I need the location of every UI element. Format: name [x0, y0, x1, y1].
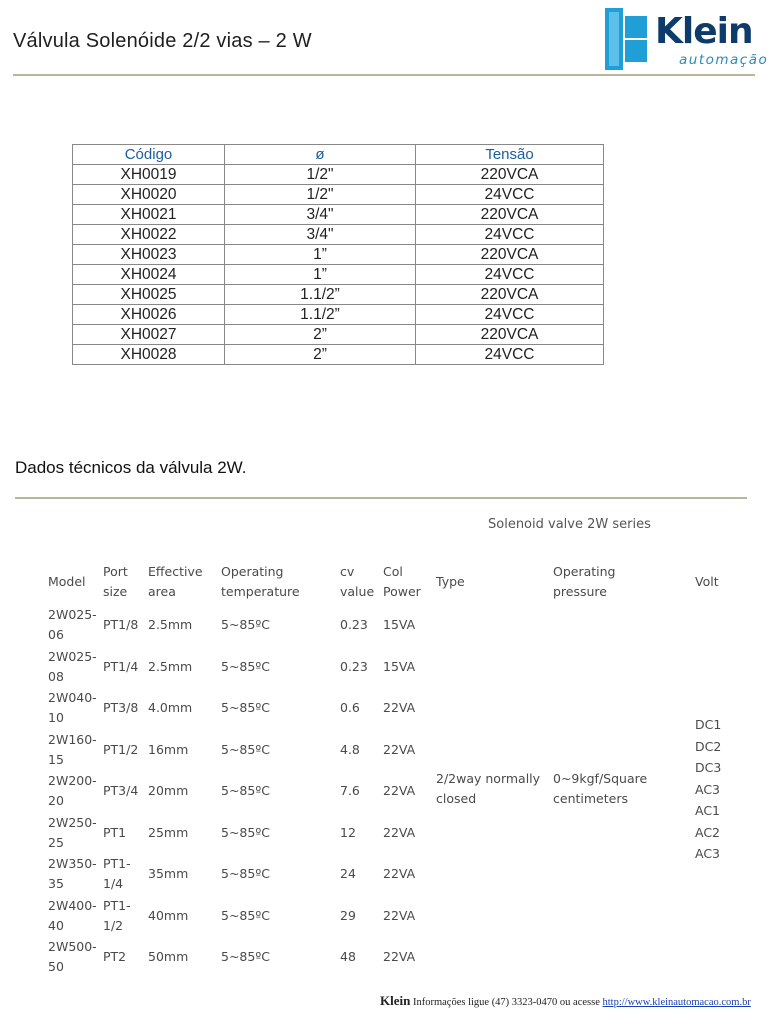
effective-area-cell-text: 2.5mm — [148, 617, 193, 632]
code-cell: XH0028 — [73, 345, 225, 365]
effective-area-cell-text: 35mm — [148, 866, 189, 881]
cv-value-cell — [340, 812, 356, 854]
table-row — [73, 345, 604, 365]
effective-area-cell-text: 2.5mm — [148, 658, 193, 674]
cv-value-cell — [340, 895, 356, 937]
header-port-size-line2: size — [103, 584, 128, 599]
port-size-cell — [103, 646, 138, 688]
diameter-cell: 1.1/2” — [225, 285, 416, 305]
temperature-cell — [221, 895, 270, 937]
port-size-cell — [103, 770, 138, 812]
voltage-cell: 24VCC — [416, 345, 604, 365]
port-size-cell — [103, 604, 138, 646]
pressure-line2: centimeters — [553, 791, 628, 806]
coil-power-cell-text: 22VA — [383, 866, 416, 881]
port-size-cell-line: PT3/4 — [103, 783, 139, 798]
volt-item: AC3 — [695, 846, 721, 861]
header-model: Model — [48, 574, 86, 589]
model-cell-line: 06 — [48, 627, 64, 642]
spec-table-row — [48, 687, 728, 729]
header-effective-area-line1: Effective — [148, 564, 203, 579]
table-row — [73, 205, 604, 225]
coil-power-cell — [383, 729, 415, 771]
port-size-cell-line: PT2 — [103, 949, 127, 964]
model-cell — [48, 770, 97, 812]
temperature-cell — [221, 812, 270, 854]
voltage-cell: 220VCA — [416, 165, 604, 185]
volt-item: DC1 — [695, 717, 722, 732]
model-cell-line: 20 — [48, 793, 64, 808]
page-title: Válvula Solenóide 2/2 vias – 2 W — [13, 30, 312, 52]
diameter-cell: 1” — [225, 265, 416, 285]
model-cell — [48, 936, 97, 978]
column-header-tensao: Tensão — [416, 145, 604, 165]
type-line1: 2/2way normally — [436, 771, 541, 786]
spec-table — [48, 562, 728, 982]
header-pressure-line1: Operating — [553, 564, 616, 579]
temperature-cell — [221, 646, 270, 688]
header-coil-power — [383, 562, 421, 602]
effective-area-cell — [148, 853, 188, 895]
cv-value-cell — [340, 936, 356, 978]
port-size-cell — [103, 729, 138, 771]
port-size-cell-line: PT1/2 — [103, 741, 139, 757]
cv-value-cell — [340, 646, 368, 688]
effective-area-cell — [148, 687, 192, 729]
merged-type-cell — [436, 769, 540, 809]
table-header-row — [73, 145, 604, 165]
section-heading: Dados técnicos da válvula 2W. — [15, 458, 247, 477]
temperature-cell — [221, 770, 270, 812]
model-cell — [48, 646, 97, 688]
port-size-cell — [103, 687, 138, 729]
effective-area-cell-text: 40mm — [148, 907, 189, 923]
header-effective-area — [148, 562, 203, 602]
code-cell: XH0020 — [73, 185, 225, 205]
spec-table-row — [48, 729, 728, 771]
effective-area-cell — [148, 936, 188, 978]
merged-volt-cell — [695, 714, 721, 865]
spec-table-row — [48, 853, 728, 895]
port-size-cell — [103, 853, 131, 895]
table-row — [73, 225, 604, 245]
klein-logo-mark-icon — [603, 8, 653, 70]
port-size-cell — [103, 936, 126, 978]
model-cell-line: 15 — [48, 751, 64, 767]
coil-power-cell — [383, 936, 415, 978]
temperature-cell — [221, 853, 270, 895]
model-cell-line: 2W500- — [48, 939, 97, 954]
code-cell: XH0022 — [73, 225, 225, 245]
coil-power-cell-text: 15VA — [383, 617, 416, 632]
voltage-cell: 220VCA — [416, 245, 604, 265]
effective-area-cell — [148, 604, 192, 646]
column-header-diameter: ø — [225, 145, 416, 165]
temperature-cell-text: 5~85ºC — [221, 783, 270, 798]
header-port-size-line1: Port — [103, 564, 128, 579]
diameter-cell: 3/4" — [225, 205, 416, 225]
header-temp-line1: Operating — [221, 564, 284, 579]
diameter-cell: 2” — [225, 325, 416, 345]
temperature-cell — [221, 936, 270, 978]
voltage-cell: 24VCC — [416, 265, 604, 285]
code-cell: XH0021 — [73, 205, 225, 225]
cv-value-cell — [340, 853, 356, 895]
header-cv-value — [340, 562, 374, 602]
diameter-cell: 1.1/2” — [225, 305, 416, 325]
effective-area-cell — [148, 770, 188, 812]
cv-value-cell-text: 0.23 — [340, 617, 368, 632]
cv-value-cell-text: 48 — [340, 949, 356, 964]
table-row — [73, 325, 604, 345]
voltage-cell: 220VCA — [416, 205, 604, 225]
coil-power-cell-text: 22VA — [383, 741, 416, 757]
header-power-line1: Col — [383, 564, 403, 579]
cv-value-cell-text: 12 — [340, 824, 356, 840]
spec-table-row — [48, 936, 728, 978]
header-operating-temperature — [221, 562, 300, 602]
model-cell-line: 08 — [48, 668, 64, 684]
column-header-codigo: Código — [73, 145, 225, 165]
header-port-size — [103, 562, 128, 602]
model-cell-line: 2W025- — [48, 607, 97, 622]
footer-text: Informações ligue (47) 3323-0470 ou acesse — [410, 997, 603, 1008]
table-row — [73, 285, 604, 305]
coil-power-cell — [383, 812, 415, 854]
header-power-line2: Power — [383, 584, 421, 599]
port-size-cell-line: PT1/4 — [103, 658, 139, 674]
table-row — [73, 265, 604, 285]
diameter-cell: 1/2" — [225, 185, 416, 205]
coil-power-cell — [383, 604, 415, 646]
volt-item: AC3 — [695, 781, 721, 797]
header-cv-line1: cv — [340, 564, 355, 579]
temperature-cell — [221, 687, 270, 729]
coil-power-cell-text: 22VA — [383, 783, 416, 798]
model-cell — [48, 604, 97, 646]
port-size-cell-line: PT3/8 — [103, 700, 139, 715]
cv-value-cell — [340, 770, 360, 812]
coil-power-cell — [383, 687, 415, 729]
table-row — [73, 165, 604, 185]
voltage-cell: 220VCA — [416, 285, 604, 305]
model-cell-line: 2W350- — [48, 856, 97, 871]
effective-area-cell-text: 20mm — [148, 783, 189, 798]
port-size-cell-line: PT1/8 — [103, 617, 139, 632]
cv-value-cell-text: 7.6 — [340, 783, 360, 798]
temperature-cell-text: 5~85ºC — [221, 866, 270, 881]
coil-power-cell-text: 22VA — [383, 949, 416, 964]
code-cell: XH0019 — [73, 165, 225, 185]
effective-area-cell-text: 4.0mm — [148, 700, 193, 715]
cv-value-cell — [340, 729, 360, 771]
coil-power-cell-text: 22VA — [383, 700, 416, 715]
effective-area-cell — [148, 646, 192, 688]
header-operating-pressure — [553, 562, 616, 602]
port-size-cell-line: PT1- — [103, 897, 131, 913]
table-row — [73, 245, 604, 265]
diameter-cell: 3/4" — [225, 225, 416, 245]
table-row — [73, 185, 604, 205]
temperature-cell-text: 5~85ºC — [221, 949, 270, 964]
model-cell — [48, 729, 97, 771]
cv-value-cell-text: 29 — [340, 907, 356, 923]
cv-value-cell-text: 24 — [340, 866, 356, 881]
company-logo[interactable] — [601, 8, 768, 72]
code-cell: XH0026 — [73, 305, 225, 325]
model-cell-line: 40 — [48, 917, 64, 933]
model-cell-line: 2W025- — [48, 648, 97, 664]
effective-area-cell — [148, 812, 188, 854]
model-cell-line: 35 — [48, 876, 64, 891]
model-cell — [48, 853, 97, 895]
cv-value-cell — [340, 604, 368, 646]
cv-value-cell-text: 0.23 — [340, 658, 368, 674]
port-size-cell-line: PT1 — [103, 824, 127, 840]
product-code-table — [72, 144, 604, 365]
coil-power-cell — [383, 853, 415, 895]
spec-table-row — [48, 812, 728, 854]
model-cell-line: 2W250- — [48, 814, 97, 830]
effective-area-cell-text: 25mm — [148, 824, 189, 840]
header-divider — [13, 74, 755, 76]
temperature-cell-text: 5~85ºC — [221, 741, 270, 757]
logo-wordmark: Klein — [655, 11, 753, 52]
merged-pressure-cell — [553, 769, 647, 809]
effective-area-cell-text: 50mm — [148, 949, 189, 964]
temperature-cell-text: 5~85ºC — [221, 617, 270, 632]
header-temp-line2: temperature — [221, 584, 300, 599]
logo-tagline: automação — [679, 52, 768, 68]
spec-table-row — [48, 646, 728, 688]
temperature-cell-text: 5~85ºC — [221, 824, 270, 840]
temperature-cell-text: 5~85ºC — [221, 907, 270, 923]
coil-power-cell — [383, 646, 415, 688]
port-size-cell — [103, 895, 131, 937]
temperature-cell — [221, 729, 270, 771]
diameter-cell: 2” — [225, 345, 416, 365]
cv-value-cell-text: 0.6 — [340, 700, 360, 715]
volt-item: DC2 — [695, 738, 722, 754]
temperature-cell-text: 5~85ºC — [221, 658, 270, 674]
effective-area-cell-text: 16mm — [148, 741, 189, 757]
spec-table-row — [48, 604, 728, 646]
volt-item: AC1 — [695, 803, 721, 818]
volt-item: DC3 — [695, 760, 722, 775]
coil-power-cell-text: 22VA — [383, 907, 416, 923]
code-cell: XH0023 — [73, 245, 225, 265]
model-cell-line: 2W040- — [48, 690, 97, 705]
header-type: Type — [436, 574, 465, 589]
model-cell — [48, 812, 97, 854]
code-cell: XH0027 — [73, 325, 225, 345]
header-cv-line2: value — [340, 584, 375, 599]
footer — [380, 993, 751, 1009]
footer-brand: Klein — [380, 993, 411, 1008]
port-size-cell-line: PT1- — [103, 856, 131, 871]
cv-value-cell-text: 4.8 — [340, 741, 360, 757]
model-cell-line: 25 — [48, 834, 64, 850]
diameter-cell: 1/2" — [225, 165, 416, 185]
coil-power-cell — [383, 770, 415, 812]
temperature-cell-text: 5~85ºC — [221, 700, 270, 715]
model-cell-line: 10 — [48, 710, 64, 725]
model-cell-line: 2W400- — [48, 897, 97, 913]
effective-area-cell — [148, 895, 188, 937]
header-pressure-line2: pressure — [553, 584, 607, 599]
pressure-line1: 0~9kgf/Square — [553, 771, 648, 786]
voltage-cell: 24VCC — [416, 225, 604, 245]
table-row — [73, 305, 604, 325]
header-effective-area-line2: area — [148, 584, 176, 599]
code-cell: XH0024 — [73, 265, 225, 285]
voltage-cell: 24VCC — [416, 185, 604, 205]
diameter-cell: 1” — [225, 245, 416, 265]
port-size-cell-line: 1/4 — [103, 876, 124, 891]
model-cell-line: 50 — [48, 959, 64, 974]
port-size-cell — [103, 812, 126, 854]
cv-value-cell — [340, 687, 360, 729]
model-cell — [48, 895, 97, 937]
coil-power-cell-text: 15VA — [383, 658, 416, 674]
model-cell — [48, 687, 97, 729]
type-line2: closed — [436, 791, 477, 806]
voltage-cell: 24VCC — [416, 305, 604, 325]
coil-power-cell — [383, 895, 415, 937]
volt-item: AC2 — [695, 824, 721, 840]
temperature-cell — [221, 604, 270, 646]
voltage-cell: 220VCA — [416, 325, 604, 345]
model-cell-line: 2W200- — [48, 773, 97, 788]
coil-power-cell-text: 22VA — [383, 824, 416, 840]
model-cell-line: 2W160- — [48, 731, 97, 747]
spec-table-caption: Solenoid valve 2W series — [488, 517, 651, 532]
code-cell: XH0025 — [73, 285, 225, 305]
header-volt: Volt — [695, 574, 719, 589]
section-divider — [15, 497, 747, 499]
footer-website-link[interactable]: http://www.kleinautomacao.com.br — [602, 997, 751, 1008]
port-size-cell-line: 1/2 — [103, 917, 124, 933]
effective-area-cell — [148, 729, 188, 771]
spec-table-row — [48, 895, 728, 937]
